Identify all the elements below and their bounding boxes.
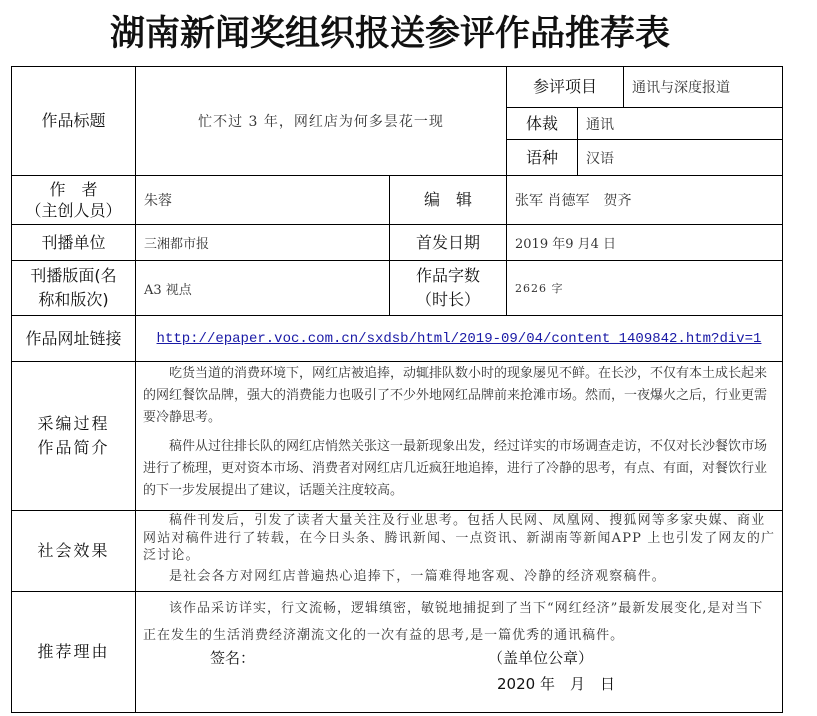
- word-count-label: [390, 261, 506, 315]
- editor-label: 编 辑: [423, 190, 472, 209]
- url-label: 作品网址链接: [25, 328, 122, 348]
- language-label: 语种: [525, 147, 558, 167]
- publisher-label: 刊播单位: [41, 232, 106, 252]
- word-count-value: 2626 字: [515, 282, 564, 295]
- table-border-right: [782, 66, 783, 713]
- social-effect-label: 社会效果: [37, 541, 110, 560]
- category-label: 参评项目: [532, 77, 597, 96]
- work-title-value: 忙不过 3 年，网红店为何多昙花一现: [198, 114, 444, 130]
- editor-value: 张军 肖德军 贺齐: [515, 193, 632, 209]
- work-url-link[interactable]: http://epaper.voc.com.cn/sxdsb/html/2019-09/04/content_1409842.htm?div=1: [156, 330, 762, 347]
- reason-label: 推荐理由: [37, 642, 110, 661]
- document-title: 湖南新闻奖组织报送参评作品推荐表: [109, 14, 670, 54]
- category-value: 通讯与深度报道: [632, 80, 730, 96]
- reason-text: 该作品采访详实，行文流畅，逻辑缜密，敏锐地捕捉到了当下“网红经济”最新发展变化,是对当下正在发生的生活消费经济潮流文化的一次有益的思考,是一篇优秀的通讯稿件。: [143, 601, 764, 643]
- page-label-line1: 刊播版面(名: [30, 266, 117, 285]
- publish-date-value: 2019 年9 月4 日: [515, 237, 617, 252]
- signature-label: 签名：: [210, 649, 256, 667]
- work-title-label: 作品标题: [41, 111, 106, 130]
- author-label-line2: （主创人员）: [25, 201, 122, 220]
- social-effect-paragraph-2: 是社会各方对网红店普遍热心追捧下，一篇难得地客观、冷静的经济观察稿件。: [169, 569, 667, 584]
- author-value: 朱蓉: [144, 193, 172, 209]
- table-border-bottom: [11, 712, 783, 713]
- seal-label: （盖单位公章）: [488, 649, 594, 667]
- author-label-line1: 作 者: [49, 180, 98, 199]
- page-label: [12, 261, 135, 315]
- author-label: [12, 176, 135, 224]
- process-label-line2: 作品简介: [37, 438, 110, 457]
- social-effect-paragraph-1: 稿件刊发后，引发了读者大量关注及行业思考。包括人民网、凤凰网、搜狐网等多家央媒、商业网站对稿件进行了转载，在今日头条、腾讯新闻、一点资讯、新湖南等新闻APP 上也引发了网友的广泛讨论。: [143, 513, 776, 563]
- process-paragraph-1: 吃货当道的消费环境下，网红店被追捧，动辄排队数小时的现象屡见不鲜。在长沙，不仅有本土成长起来的网红餐饮品牌，强大的消费能力也吸引了不少外地网红品牌前来抢滩市场。然而，一夜爆火之后，行业更需要冷静思考。: [143, 366, 768, 425]
- publish-date-label: 首发日期: [415, 232, 480, 252]
- publisher-value: 三湘都市报: [144, 237, 210, 252]
- process-paragraph-2: 稿件从过往排长队的网红店悄然关张这一最新现象出发，经过详实的市场调查走访，不仅对长沙餐饮市场进行了梳理，更对资本市场、消费者对网红店几近疯狂地追捧，进行了冷静的思考，有点、有面，对餐饮行业的下一步发展提出了建议，话题关注度较高。: [143, 439, 768, 498]
- word-count-label-line2: （时长）: [415, 290, 480, 309]
- language-value: 汉语: [586, 150, 614, 167]
- page-value: A3 视点: [144, 282, 192, 298]
- word-count-label-line1: 作品字数: [415, 266, 480, 285]
- date-line: 2020 年 月 日: [497, 675, 615, 693]
- process-label: [12, 362, 135, 510]
- page-label-line2: 称和版次): [38, 290, 109, 309]
- genre-label: 体裁: [525, 113, 558, 133]
- url-cell: [136, 316, 782, 361]
- genre-value: 通讯: [586, 116, 614, 133]
- process-label-line1: 采编过程: [37, 414, 110, 433]
